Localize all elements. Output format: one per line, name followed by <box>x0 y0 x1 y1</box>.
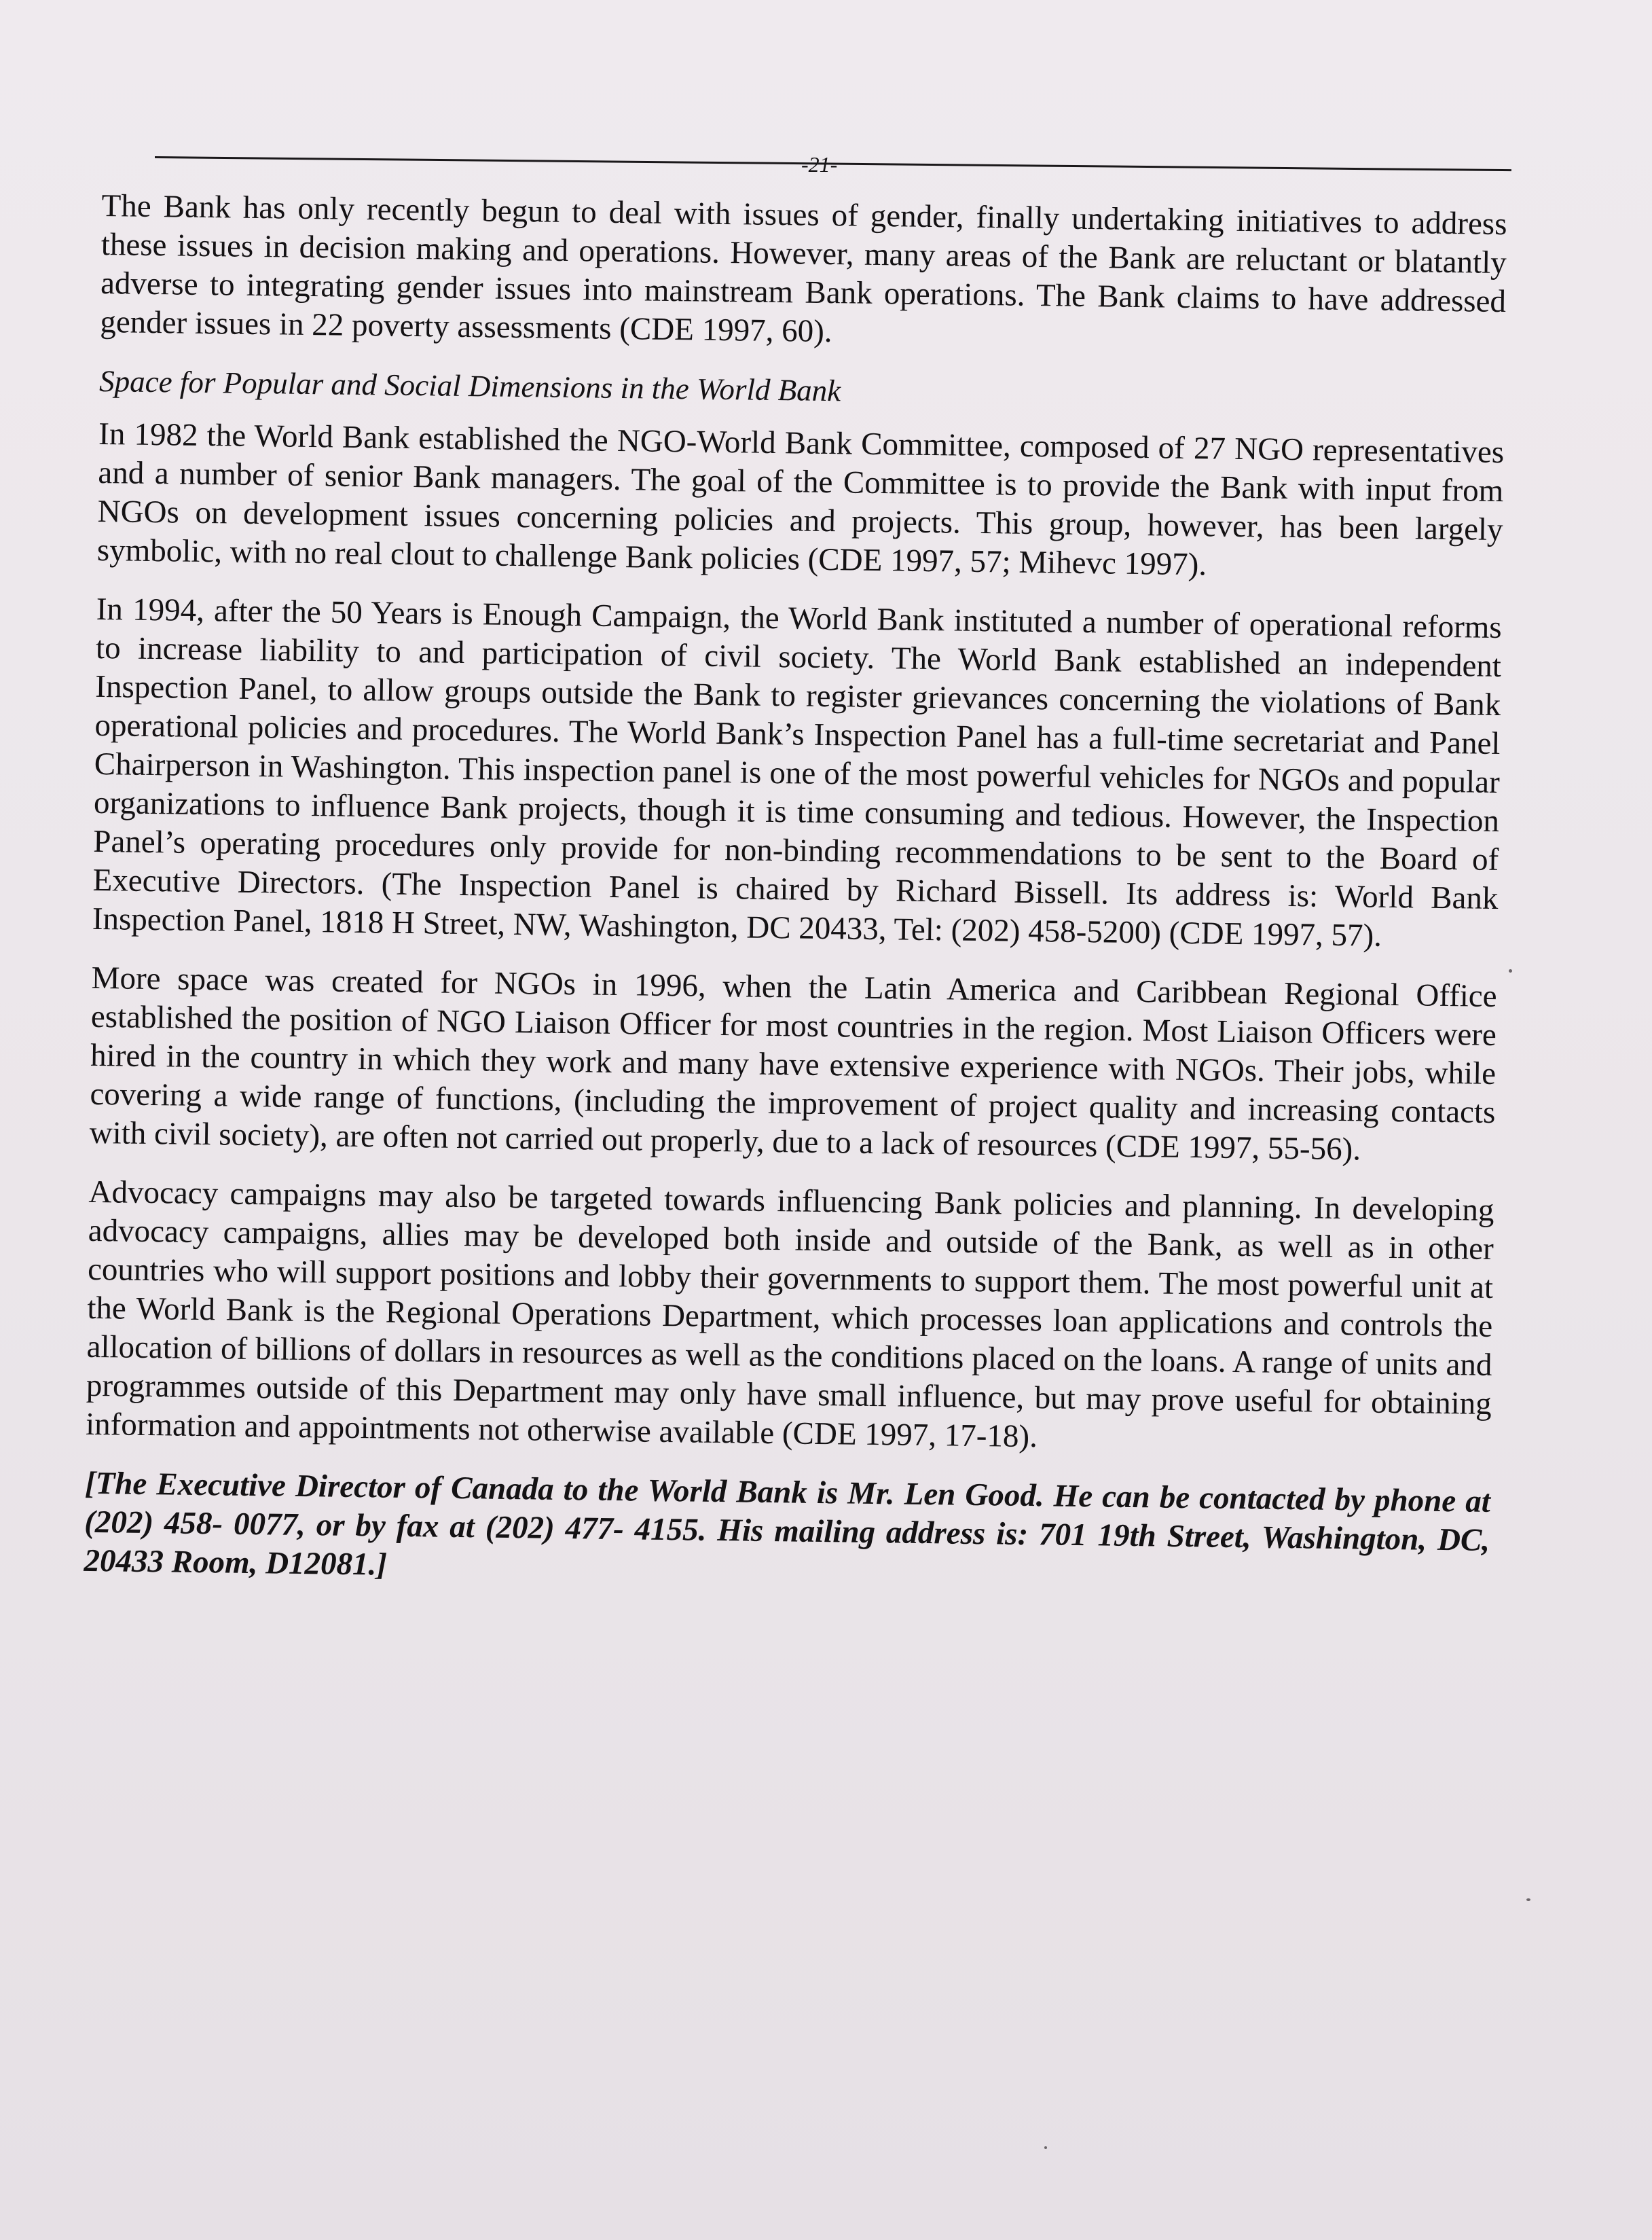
executive-director-note: [The Executive Director of Canada to the World Bank is Mr. Len Good. He can be contacted by phone at (202) 458- 0077, or by fax at (202) 477- 4155. His mailing address is: 701 19th Street, Washington, DC, 20433 Room, D12081.] <box>84 1465 1491 1583</box>
page-speck <box>1509 969 1512 973</box>
paragraph-ngo-committee: In 1982 the World Bank established the NGO-World Bank Committee, composed of 27 NGO representatives and a number of senior Bank managers. The goal of the Committee is to provide the Bank with input from NGOs on development issues concerning policies and projects. This group, however, has been largely symbolic, with no real clout to challenge Bank policies (CDE 1997, 57; Mihevc 1997). <box>96 416 1505 583</box>
paragraph-gender: The Bank has only recently begun to deal with issues of gender, finally undertaking initiatives to address these issues in decision making and operations. However, many areas of the Bank are reluctant or blatantly adverse to integrating gender issues into mainstream Bank operations. The Bank claims to have addressed gender issues in 22 poverty assessments (CDE 1997, 60). <box>100 187 1507 350</box>
page-speck <box>1044 2146 1047 2149</box>
page-number: -21- <box>801 152 838 177</box>
paragraph-advocacy-campaigns: Advocacy campaigns may also be targeted towards influencing Bank policies and planning. In developing advocacy campaigns, allies may be developed both inside and outside of the Bank, as well as in other countries who will support positions and lobby their governments to support them. The most powerful unit at the World Bank is the Regional Operations Department, which processes loan applications and controls the allocation of billions of dollars in resources as well as the conditions placed on the loans. A range of units and programmes outside of this Department may only have small influence, but may prove useful for obtaining information and appointments not otherwise available (CDE 1997, 17-18). <box>85 1174 1494 1455</box>
section-heading: Space for Popular and Social Dimensions in the World Bank <box>98 363 841 408</box>
paragraph-inspection-panel: In 1994, after the 50 Years is Enough Campaign, the World Bank instituted a number of operational reforms to increase liability to and participation of civil society. The World Bank established an independent Inspection Panel, to allow groups outside the Bank to register grievances concerning the violations of Bank operational policies and procedures. The World Bank’s Inspection Panel has a full-time secretariat and Panel Chairperson in Washington. This inspection panel is one of the most powerful vehicles for NGOs and popular organizations to influence Bank projects, though it is time consuming and tedious. However, the Inspection Panel’s operating procedures only provide for non-binding recommendations to be sent to the Board of Executive Directors. (The Inspection Panel is chaired by Richard Bissell. Its address is: World Bank Inspection Panel, 1818 H Street, NW, Washington, DC 20433, Tel: (202) 458-5200) (CDE 1997, 57). <box>92 591 1503 954</box>
page-body <box>84 187 1507 1619</box>
paragraph-liaison-officers: More space was created for NGOs in 1996, when the Latin America and Caribbean Regional Office established the position of NGO Liaison Officer for most countries in the region. Most Liaison Officers were hired in the country in which they work and many have extensive experience with NGOs. Their jobs, while covering a wide range of functions, (including the improvement of project quality and increasing contacts with civil society), are often not carried out properly, due to a lack of resources (CDE 1997, 55-56). <box>89 960 1497 1168</box>
page-speck <box>1526 1898 1530 1901</box>
